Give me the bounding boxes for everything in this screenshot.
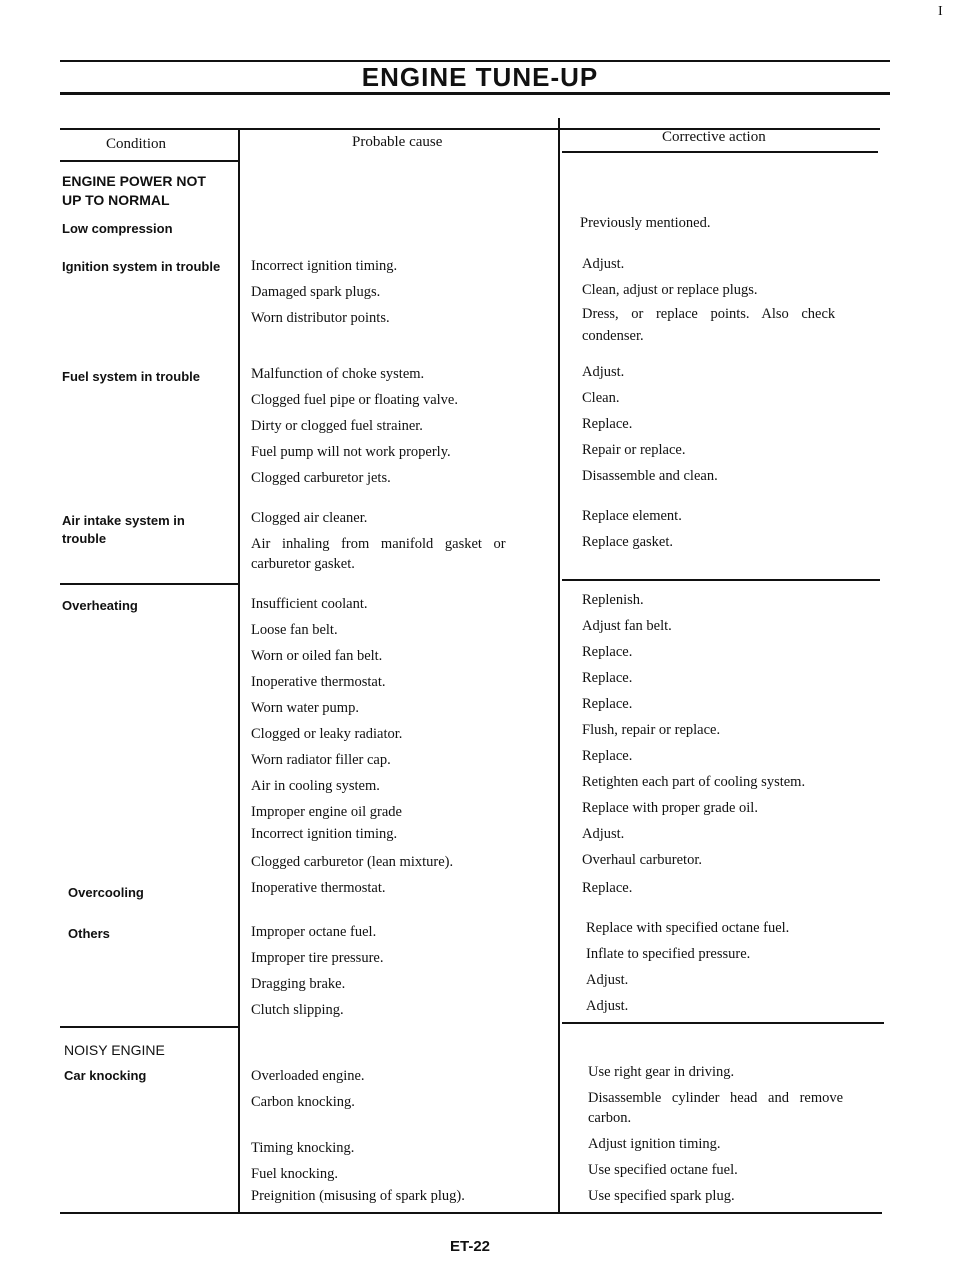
condition-engine-power-line1: ENGINE POWER NOT (62, 173, 206, 189)
cause-item: Clogged fuel pipe or floating valve. (251, 392, 458, 408)
action-item: Replenish. (582, 592, 644, 608)
action-item: Replace. (582, 696, 633, 712)
condition-others: Others (68, 926, 110, 941)
cause-item: Dragging brake. (251, 976, 346, 992)
action-item: Repair or replace. (582, 442, 686, 458)
action-item: Replace gasket. (582, 534, 673, 550)
action-item: Replace element. (582, 508, 682, 524)
action-item: Replace. (582, 670, 633, 686)
cause-item: Worn distributor points. (251, 310, 390, 326)
cause-item: Improper engine oil grade (251, 804, 402, 820)
section-rule-2-left (60, 1026, 240, 1028)
condition-overcooling: Overcooling (68, 885, 144, 900)
cause-item: Clogged carburetor jets. (251, 470, 391, 486)
action-item: Clean, adjust or replace plugs. (582, 282, 758, 298)
cause-item: Clogged air cleaner. (251, 510, 368, 526)
action-item: carbon. (588, 1110, 632, 1126)
page-title: ENGINE TUNE-UP (361, 62, 599, 92)
action-item: condenser. (582, 328, 644, 344)
action-item: Replace with proper grade oil. (582, 800, 758, 816)
action-item: Disassemble cylinder head and remove (588, 1090, 844, 1106)
cause-item: Carbon knocking. (251, 1094, 355, 1110)
action-item: Adjust. (582, 256, 625, 272)
section-rule-1-left (60, 583, 240, 585)
action-item: Clean. (582, 390, 620, 406)
cause-item: Incorrect ignition timing. (251, 826, 398, 842)
section-rule-1-right (562, 579, 880, 581)
action-item: Inflate to specified pressure. (586, 946, 751, 962)
page-number: ET-22 (450, 1238, 491, 1255)
cause-item: Fuel knocking. (251, 1166, 338, 1182)
action-item: Dress, or replace points. Also check (582, 306, 836, 322)
cause-item: Air in cooling system. (251, 778, 380, 794)
action-item: Adjust fan belt. (582, 618, 672, 634)
cause-item: Fuel pump will not work properly. (251, 444, 451, 460)
action-item: Replace. (582, 644, 633, 660)
cause-item: carburetor gasket. (251, 556, 355, 572)
cause-item: Loose fan belt. (251, 622, 338, 638)
cause-item: Clutch slipping. (251, 1002, 344, 1018)
header-probable-cause: Probable cause (352, 134, 443, 150)
cause-item: Preignition (misusing of spark plug). (251, 1188, 465, 1204)
cause-item: Damaged spark plugs. (251, 284, 381, 300)
cause-item: Worn water pump. (251, 700, 359, 716)
action-item: Replace. (582, 880, 633, 896)
header-rule-right (562, 151, 878, 153)
cause-item: Incorrect ignition timing. (251, 258, 398, 274)
action-item: Use specified octane fuel. (588, 1162, 738, 1178)
cause-item: Clogged carburetor (lean mixture). (251, 854, 454, 870)
condition-noisy-engine: NOISY ENGINE (64, 1042, 165, 1058)
action-item: Adjust. (586, 998, 629, 1014)
cause-item: Malfunction of choke system. (251, 366, 425, 382)
condition-overheating: Overheating (62, 598, 138, 613)
action-item: Previously mentioned. (580, 215, 711, 231)
action-item: Flush, repair or replace. (582, 722, 721, 738)
cause-item: Insufficient coolant. (251, 596, 368, 612)
column-divider-1 (238, 128, 240, 1213)
header-condition: Condition (106, 136, 167, 152)
cause-item: Clogged or leaky radiator. (251, 726, 403, 742)
table-bottom-rule (60, 1212, 882, 1214)
action-item: Use specified spark plug. (588, 1188, 735, 1204)
condition-fuel-system: Fuel system in trouble (62, 369, 200, 384)
action-item: Retighten each part of cooling system. (582, 774, 806, 790)
action-item: Use right gear in driving. (588, 1064, 735, 1080)
condition-engine-power-line2: UP TO NORMAL (62, 192, 170, 208)
condition-car-knocking: Car knocking (64, 1068, 147, 1083)
title-rule (60, 92, 890, 95)
cause-item: Inoperative thermostat. (251, 880, 386, 896)
action-item: Disassemble and clean. (582, 468, 718, 484)
action-item: Adjust. (582, 364, 625, 380)
action-item: Adjust ignition timing. (588, 1136, 721, 1152)
action-item: Replace with specified octane fuel. (586, 920, 790, 936)
condition-air-intake-line2: trouble (62, 531, 107, 546)
header-rule-left (60, 160, 240, 162)
cause-item: Dirty or clogged fuel strainer. (251, 418, 423, 434)
action-item: Overhaul carburetor. (582, 852, 702, 868)
condition-low-compression: Low compression (62, 221, 173, 236)
action-item: Adjust. (582, 826, 625, 842)
column-divider-2 (558, 118, 560, 1213)
action-item: Adjust. (586, 972, 629, 988)
section-rule-2-right (562, 1022, 884, 1024)
action-item: Replace. (582, 416, 633, 432)
cause-item: Improper octane fuel. (251, 924, 377, 940)
condition-ignition-system: Ignition system in trouble (62, 259, 221, 274)
cause-item: Worn radiator filler cap. (251, 752, 391, 768)
header-corrective-action: Corrective action (662, 129, 766, 145)
cause-item: Inoperative thermostat. (251, 674, 386, 690)
condition-air-intake-line1: Air intake system in (62, 513, 185, 528)
action-item: Replace. (582, 748, 633, 764)
cause-item: Air inhaling from manifold gasket or (251, 536, 506, 552)
corner-mark: I (938, 4, 943, 19)
cause-item: Worn or oiled fan belt. (251, 648, 383, 664)
cause-item: Improper tire pressure. (251, 950, 384, 966)
cause-item: Timing knocking. (251, 1140, 355, 1156)
cause-item: Overloaded engine. (251, 1068, 365, 1084)
